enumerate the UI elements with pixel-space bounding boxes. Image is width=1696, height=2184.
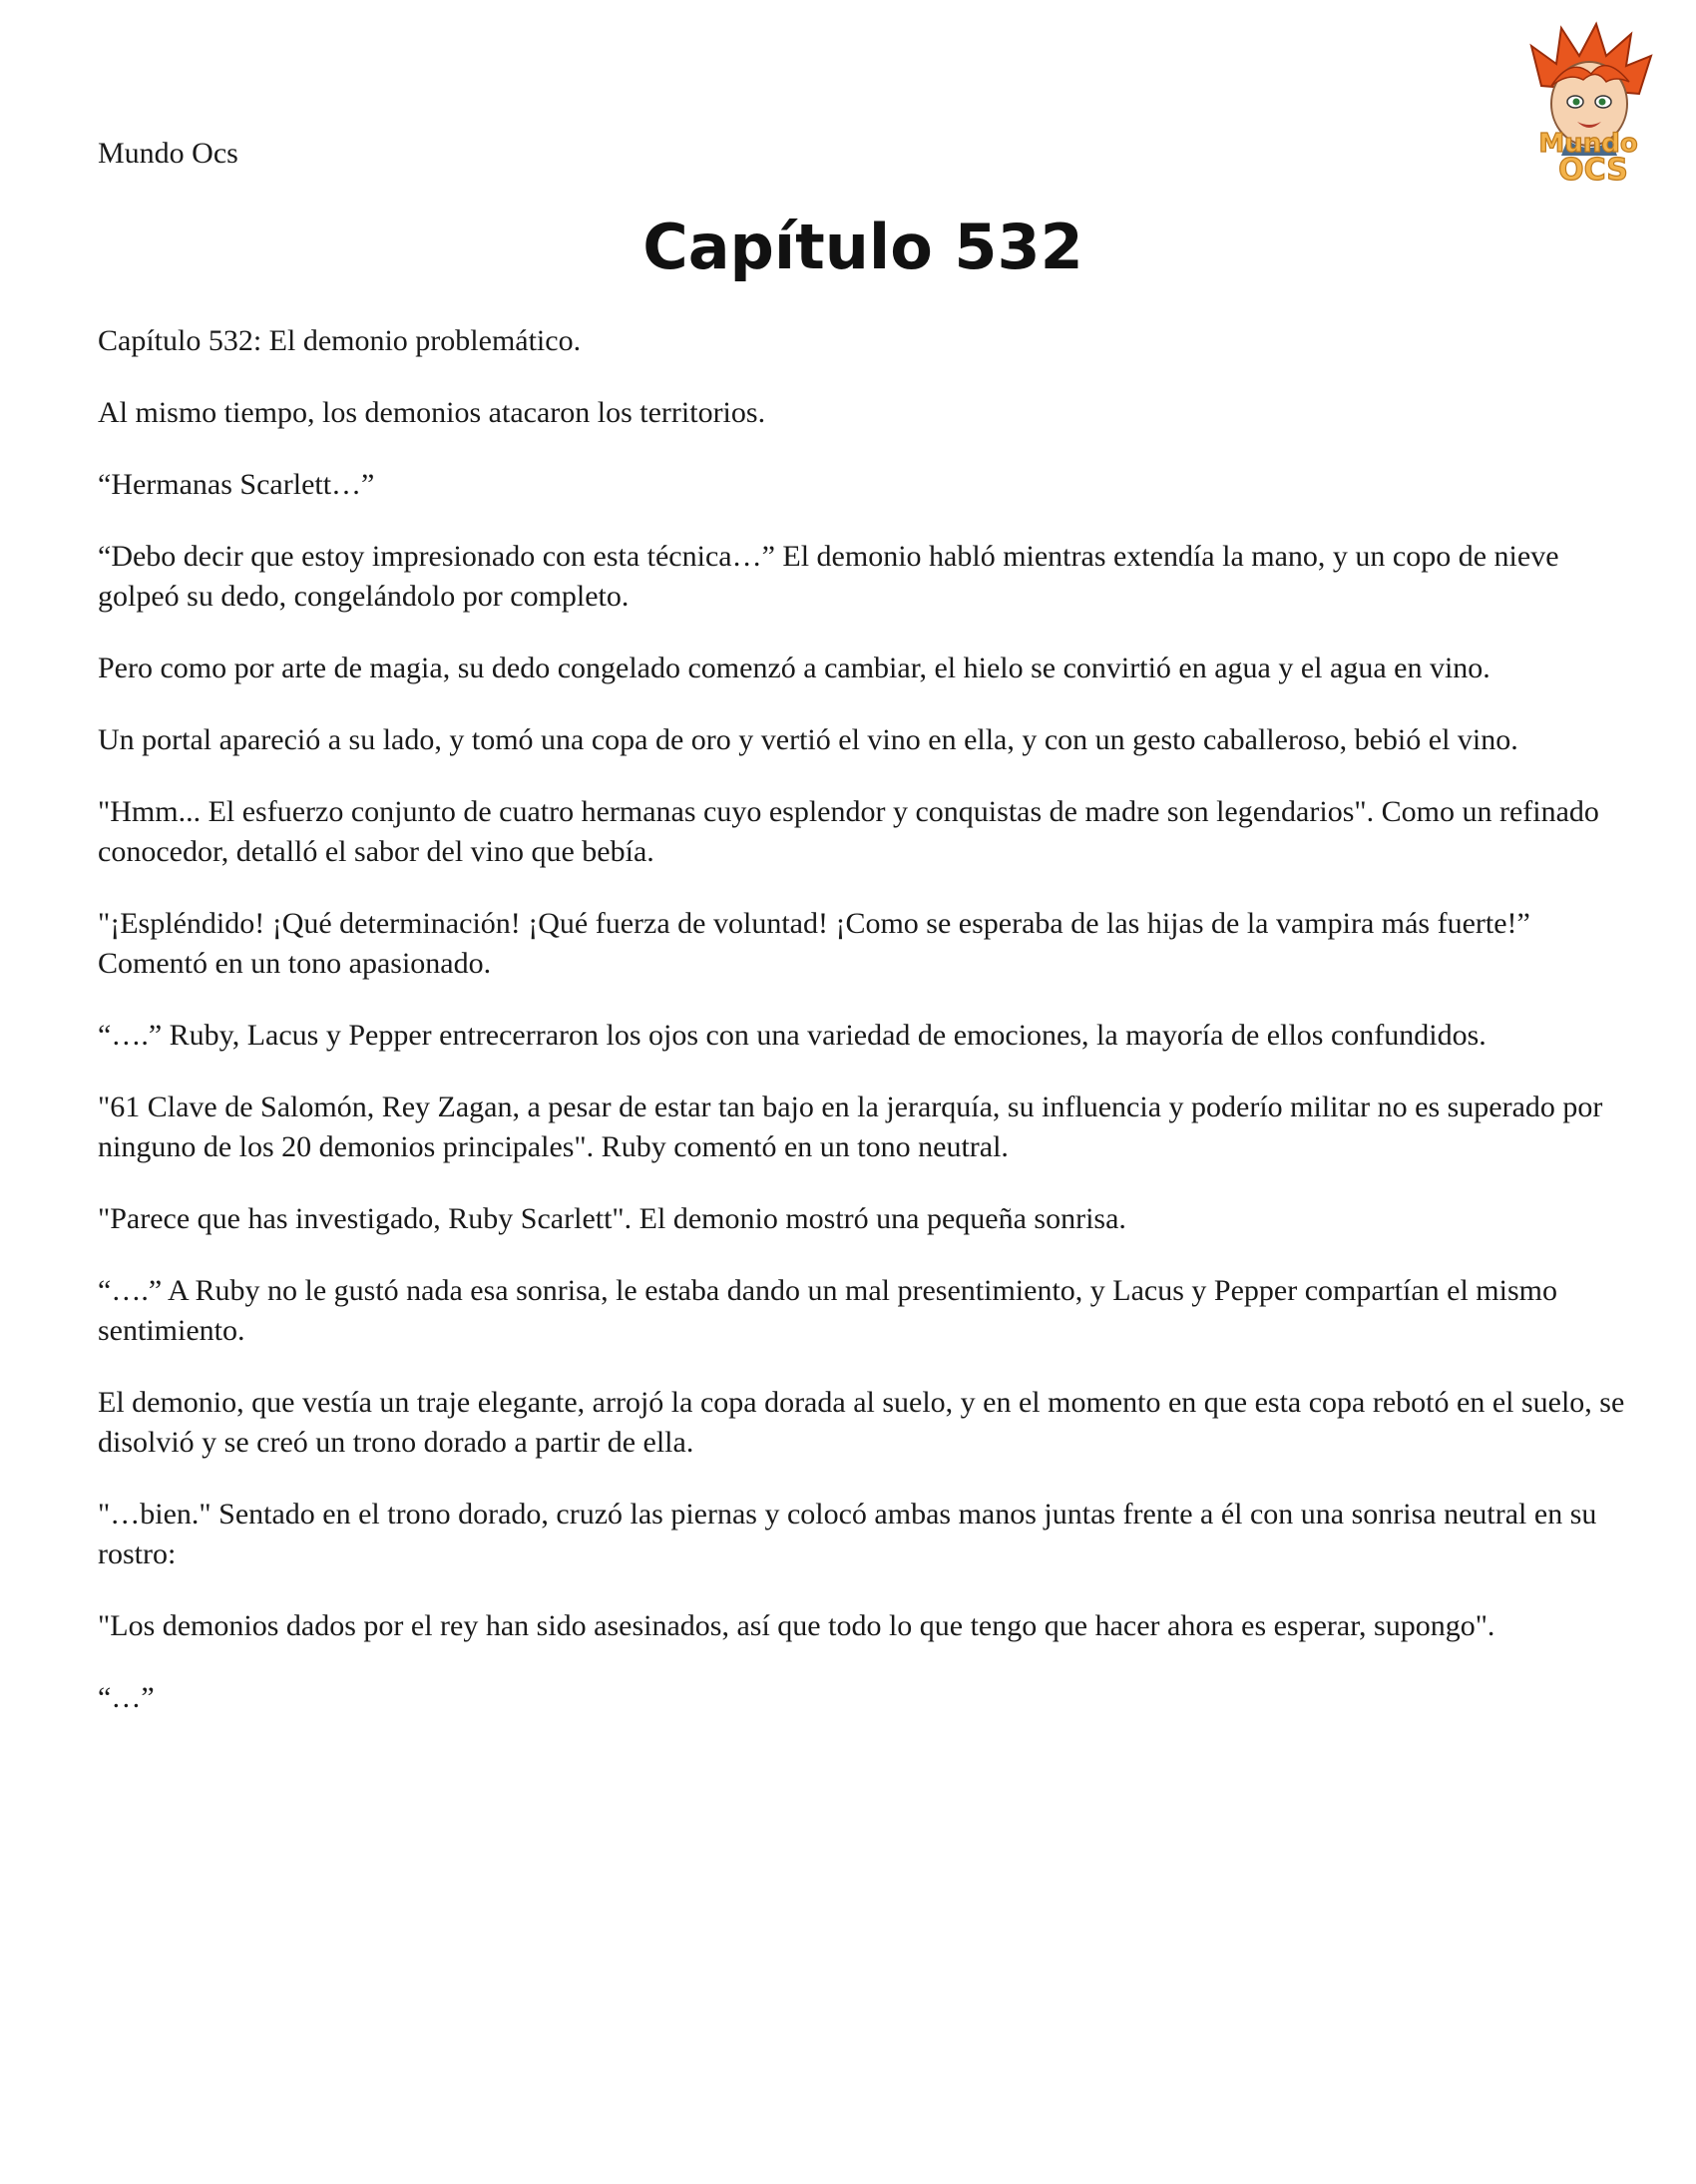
- paragraph: “….” Ruby, Lacus y Pepper entrecerraron los ojos con una variedad de emociones, la mayoría de ellos confundidos.: [98, 1019, 1486, 1052]
- site-name: Mundo Ocs: [98, 137, 238, 170]
- logo-text-bottom: OCS: [1558, 153, 1628, 188]
- paragraph: "Hmm... El esfuerzo conjunto de cuatro hermanas cuyo esplendor y conquistas de madre son legendarios". Como un refinado conocedor, detalló el sabor del vino que bebía.: [98, 795, 1599, 868]
- paragraph: "Parece que has investigado, Ruby Scarlett". El demonio mostró una pequeña sonrisa.: [98, 1202, 1126, 1235]
- paragraph: “…”: [98, 1681, 155, 1714]
- paragraph: “Debo decir que estoy impresionado con esta técnica…” El demonio habló mientras extendía la mano, y un copo de nieve golpeó su dedo, congelándolo por completo.: [98, 540, 1559, 613]
- paragraph: Al mismo tiempo, los demonios atacaron los territorios.: [98, 396, 766, 429]
- paragraph: "¡Espléndido! ¡Qué determinación! ¡Qué fuerza de voluntad! ¡Como se esperaba de las hijas de la vampira más fuerte!” Comentó en un tono apasionado.: [98, 907, 1530, 980]
- chapter-title: Capítulo 532: [642, 211, 1083, 283]
- paragraph: Pero como por arte de magia, su dedo congelado comenzó a cambiar, el hielo se convirtió en agua y el agua en vino.: [98, 652, 1490, 684]
- paragraph: El demonio, que vestía un traje elegante, arrojó la copa dorada al suelo, y en el momento en que esta copa rebotó en el suelo, se disolvió y se creó un trono dorado a partir de ella.: [98, 1386, 1625, 1459]
- chapter-body: [98, 321, 1634, 1750]
- paragraph: “….” A Ruby no le gustó nada esa sonrisa, le estaba dando un mal presentimiento, y Lacus y Pepper compartían el mismo sentimiento.: [98, 1274, 1557, 1347]
- paragraph: Un portal apareció a su lado, y tomó una copa de oro y vertió el vino en ella, y con un gesto caballeroso, bebió el vino.: [98, 723, 1518, 756]
- logo-text-top: Mundo: [1538, 129, 1638, 159]
- paragraph: "Los demonios dados por el rey han sido asesinados, así que todo lo que tengo que hacer ahora es esperar, supongo".: [98, 1609, 1495, 1642]
- paragraph: "…bien." Sentado en el trono dorado, cruzó las piernas y colocó ambas manos juntas frente a él con una sonrisa neutral en su rostro:: [98, 1498, 1597, 1570]
- paragraph: "61 Clave de Salomón, Rey Zagan, a pesar de estar tan bajo en la jerarquía, su influencia y poderío militar no es superado por ninguno de los 20 demonios principales". Ruby comentó en un tono neutral.: [98, 1091, 1603, 1163]
- paragraph: “Hermanas Scarlett…”: [98, 468, 375, 501]
- paragraph: Capítulo 532: El demonio problemático.: [98, 324, 582, 357]
- logo-graphic: [1501, 16, 1676, 191]
- mundo-ocs-logo: [1501, 16, 1676, 191]
